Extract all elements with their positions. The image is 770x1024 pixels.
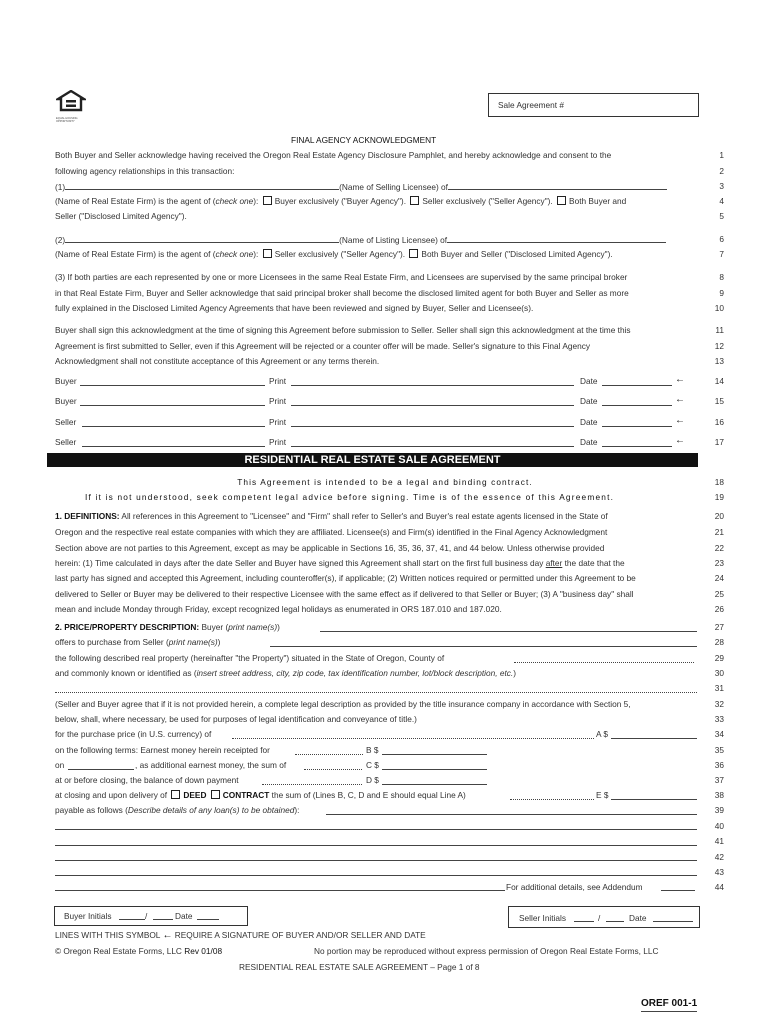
payable-field-44[interactable] — [55, 890, 505, 891]
agency-intro-2: following agency relationships in this transaction: — [55, 166, 235, 176]
agency-p1-line — [55, 181, 667, 192]
line-number: 22 — [714, 543, 724, 553]
line-number: 3 — [719, 181, 724, 191]
listing-firm-field[interactable] — [447, 234, 666, 243]
definitions-l1 — [55, 511, 608, 521]
line-number: 24 — [714, 573, 724, 583]
signature-arrow-icon: ← — [675, 435, 685, 446]
known-as-italic: insert street address, city, zip code, tax identification number, lot/block description, etc. — [196, 668, 514, 678]
sig-print-label: Print — [269, 417, 287, 427]
buyer-initials-box — [54, 906, 248, 926]
sale-agreement-number-field[interactable] — [488, 93, 699, 117]
purchase-price-label: for the purchase price (in U.S. currency) of — [55, 729, 212, 739]
buyer-names-field[interactable] — [320, 631, 697, 632]
county-field[interactable] — [514, 662, 694, 663]
listing-licensee-field[interactable] — [65, 234, 339, 243]
line-number: 16 — [714, 417, 724, 427]
copyright-line — [55, 946, 222, 956]
definitions-l6: delivered to Seller or Buyer may be delivered to their respective Licensee with the same effect as if delivered to that Seller or Buyer; (3) A "business day" shall — [55, 589, 634, 599]
deed-checkbox[interactable] — [171, 790, 180, 799]
buyer-exclusively-label: Buyer exclusively ("Buyer Agency"). — [274, 196, 407, 206]
p1-selling-licensee-label: (Name of Selling Licensee) of — [339, 182, 448, 192]
line-number: 30 — [714, 668, 724, 678]
line-number: 17 — [714, 437, 724, 447]
sig-date-label: Date — [580, 437, 598, 447]
logo-caption: EQUAL HOUSING OPPORTUNITY — [56, 117, 78, 123]
price-heading: 2. PRICE/PROPERTY DESCRIPTION: — [55, 622, 200, 632]
sig-date-label: Date — [580, 376, 598, 386]
definitions-l4b: after — [545, 558, 563, 568]
line-number: 32 — [714, 699, 724, 709]
offers-label: offers to purchase from Seller ( — [55, 637, 169, 647]
section-banner: RESIDENTIAL REAL ESTATE SALE AGREEMENT — [47, 453, 698, 467]
delivery-label: at closing and upon delivery of — [55, 790, 168, 800]
c-amount-field[interactable] — [382, 769, 487, 770]
line-number: 9 — [719, 288, 724, 298]
delivery-line — [55, 790, 466, 800]
line-number: 10 — [714, 303, 724, 313]
payable-italic: Describe details of any loan(s) to be obtained — [127, 805, 295, 815]
on-date-field[interactable] — [68, 769, 134, 770]
both-label-1: Both Buyer and — [569, 196, 627, 206]
buyer-initials-field-2[interactable] — [153, 919, 173, 920]
agency-intro-1: Both Buyer and Seller acknowledge having received the Oregon Real Estate Agency Disclosure Pamphlet, and hereby acknowledge and consent to the — [55, 150, 612, 160]
signature-arrow-icon: ← — [675, 415, 685, 426]
seller-initials-box — [508, 906, 700, 928]
sig-role: Seller — [55, 437, 77, 447]
buyer-initials-label: Buyer Initials — [64, 911, 112, 921]
paren-close-3: ) — [513, 668, 517, 678]
print-name-field[interactable] — [291, 385, 574, 386]
agency-p3-3: fully explained in the Disclosed Limited Agency Agreements that have been reviewed and signed by Buyer, Seller and Licensee(s). — [55, 303, 534, 313]
signature-arrow-icon: ← — [162, 930, 173, 941]
agency-title: FINAL AGENCY ACKNOWLEDGMENT — [291, 135, 437, 145]
payable-line — [55, 805, 299, 815]
definitions-heading: 1. DEFINITIONS: — [55, 511, 120, 521]
known-as-line — [55, 668, 516, 678]
line-number: 35 — [714, 745, 724, 755]
line-number: 5 — [719, 211, 724, 221]
sale-agreement-label: Sale Agreement # — [498, 100, 564, 110]
a-amount-field[interactable] — [611, 738, 697, 739]
agency-p1-options — [55, 196, 626, 206]
earnest-dots[interactable] — [295, 754, 363, 755]
seller-exclusively-label: Seller exclusively ("Seller Agency"). — [422, 196, 553, 206]
signature-row — [55, 376, 695, 386]
payable-field-41[interactable] — [55, 845, 697, 846]
sum-label: the sum of (Lines B, C, D and E should equal Line A) — [271, 790, 466, 800]
c-label: C $ — [366, 760, 379, 770]
line-number: 11 — [715, 325, 724, 335]
seller-initials-field-1[interactable] — [574, 921, 594, 922]
line-number: 29 — [714, 653, 724, 663]
p2-check-one-label: check one — [215, 249, 254, 259]
line-number: 6 — [719, 234, 724, 244]
p1-colon: ): — [253, 196, 259, 206]
revision: Rev 01/08 — [184, 946, 223, 956]
signature-field[interactable] — [80, 385, 265, 386]
line-number: 44 — [714, 882, 724, 892]
d-amount-field[interactable] — [382, 784, 487, 785]
line-number: 31 — [714, 683, 724, 693]
payable-field-39[interactable] — [326, 814, 697, 815]
closing-dots — [262, 784, 362, 785]
no-reproduction: No portion may be reproduced without express permission of Oregon Real Estate Forms, LLC — [314, 946, 659, 956]
check-one-label: check one — [215, 196, 254, 206]
payable-end: ): — [294, 805, 300, 815]
line-number: 15 — [714, 396, 724, 406]
buyer-initials-field-1[interactable] — [119, 919, 145, 920]
p2-colon: ): — [253, 249, 259, 259]
equal-housing-logo — [56, 90, 86, 123]
line-number: 25 — [714, 589, 724, 599]
signature-arrow-icon: ← — [675, 394, 685, 405]
line-number: 2 — [719, 166, 724, 176]
addendum-field[interactable] — [661, 890, 695, 891]
line-number: 1 — [719, 150, 724, 160]
definitions-l2: Oregon and the respective real estate companies with which they are affiliated. Licensee(s) and Firm(s) identified in the Final Agency Acknowledgment — [55, 527, 608, 537]
contract-checkbox[interactable] — [211, 790, 220, 799]
definitions-l4a: herein: (1) Time calculated in days after the date Seller and Buyer have signed this Agreement shall start on the first full business day — [55, 558, 546, 568]
line-number: 13 — [714, 356, 724, 366]
seller-initials-label: Seller Initials — [519, 913, 567, 923]
agency-p3-2: in that Real Estate Firm, Buyer and Seller acknowledge that said principal broker shall become the disclosed limited agent for both Buyer and Seller as more — [55, 288, 629, 298]
p2-number: (2) — [55, 235, 66, 245]
line-number: 33 — [714, 714, 724, 724]
definitions-l3: Section above are not parties to this Agreement, except as may be applicable in Sections 16, 35, 36, 37, 41, and 44 below. Unless otherwise provided — [55, 543, 605, 553]
both-label-2: Seller ("Disclosed Limited Agency"). — [55, 211, 187, 221]
copyright: © Oregon Real Estate Forms, LLC — [55, 946, 185, 956]
buyer-initials-slash: / — [145, 911, 148, 921]
seller-initials-field-2[interactable] — [606, 921, 624, 922]
selling-licensee-field[interactable] — [65, 181, 339, 190]
seller-exclusively-checkbox[interactable] — [410, 196, 419, 205]
line-number: 34 — [714, 729, 724, 739]
paren-close: ) — [277, 622, 280, 632]
line-number: 12 — [714, 341, 724, 351]
form-id: OREF 001-1 — [641, 998, 698, 1009]
a-label: A $ — [596, 729, 608, 739]
line-number: 20 — [714, 511, 724, 521]
price-buyer-line — [55, 622, 280, 632]
contract-label: CONTRACT — [222, 790, 270, 800]
line-number: 38 — [714, 790, 724, 800]
payable-field-43[interactable] — [55, 875, 697, 876]
sig-date-label: Date — [580, 417, 598, 427]
p2-both-label: Both Buyer and Seller ("Disclosed Limited Agency"). — [421, 249, 613, 259]
definitions-l4c: the date that the — [562, 558, 625, 568]
p2-firm-label: (Name of Real Estate Firm) is the agent of ( — [55, 249, 216, 259]
p2-seller-exclusively-label: Seller exclusively ("Seller Agency"). — [274, 249, 406, 259]
date-field[interactable] — [602, 426, 672, 427]
both-buyer-seller-checkbox[interactable] — [557, 196, 566, 205]
date-field[interactable] — [602, 405, 672, 406]
line-number: 39 — [714, 805, 724, 815]
sig-role: Buyer — [55, 376, 77, 386]
line-number: 28 — [714, 637, 724, 647]
p1-firm-label: (Name of Real Estate Firm) is the agent of ( — [55, 196, 216, 206]
b-amount-field[interactable] — [382, 754, 487, 755]
symbol-note-b: REQUIRE A SIGNATURE OF BUYER AND/OR SELLER AND DATE — [174, 930, 426, 940]
line-number: 36 — [714, 760, 724, 770]
p2-listing-licensee-label: (Name of Listing Licensee) of — [339, 235, 448, 245]
signature-field[interactable] — [82, 446, 265, 447]
line-number: 18 — [714, 477, 724, 487]
sig-print-label: Print — [269, 376, 287, 386]
seller-names-field[interactable] — [270, 646, 697, 647]
legal-1: (Seller and Buyer agree that if it is not provided herein, a complete legal description as provided by the title insurance company in accordance with Section 5, — [55, 699, 631, 709]
line-number: 37 — [714, 775, 724, 785]
seller-print-names-label: print name(s) — [168, 637, 218, 647]
agency-sign-3: Acknowledgment shall not constitute acceptance of this Agreement or any terms therein. — [55, 356, 380, 366]
signature-field[interactable] — [80, 405, 265, 406]
p2-both-checkbox[interactable] — [409, 249, 418, 258]
known-as-label: and commonly known or identified as ( — [55, 668, 197, 678]
intro-line-1: This Agreement is intended to be a legal and binding contract. — [237, 477, 533, 487]
closing-label: at or before closing, the balance of down payment — [55, 775, 239, 785]
address-field[interactable] — [55, 692, 697, 693]
date-field[interactable] — [602, 385, 672, 386]
b-label: B $ — [366, 745, 379, 755]
selling-firm-field[interactable] — [448, 181, 667, 190]
purchase-price-dots — [232, 738, 594, 739]
definitions-l7: mean and include Monday through Friday, except recognized legal holidays as enumerated in ORS 187.010 and 187.020. — [55, 604, 502, 614]
print-name-field[interactable] — [291, 426, 574, 427]
signature-arrow-icon: ← — [675, 374, 685, 385]
price-seller-line — [55, 637, 220, 647]
e-label: E $ — [596, 790, 609, 800]
print-names-label: print name(s) — [228, 622, 278, 632]
definitions-l4 — [55, 558, 625, 568]
seller-date-label: Date — [629, 913, 647, 923]
additional-dots — [304, 769, 362, 770]
line-number: 21 — [714, 527, 724, 537]
line-number: 26 — [714, 604, 724, 614]
agency-p3-1: (3) If both parties are each represented by one or more Licensees in the same Real Estate Firm, and Licensees are supervised by the same principal broker — [55, 272, 628, 282]
line-number: 19 — [714, 492, 724, 502]
line-number: 8 — [719, 272, 724, 282]
property-county-label: the following described real property (hereinafter "the Property") situated in the State of Oregon, County of — [55, 653, 445, 663]
p1-number: (1) — [55, 182, 66, 192]
deed-label: DEED — [183, 790, 207, 800]
sig-print-label: Print — [269, 437, 287, 447]
e-amount-field[interactable] — [611, 799, 697, 800]
equal-housing-icon — [56, 90, 86, 112]
agency-sign-2: Agreement is first submitted to Seller, even if this Agreement will be rejected or a counter offer will be made. Seller's signature to this Final Agency — [55, 341, 590, 351]
symbol-note-a: LINES WITH THIS SYMBOL — [55, 930, 161, 940]
line-number: 23 — [714, 558, 724, 568]
signature-row — [55, 417, 695, 427]
agency-p2-line — [55, 234, 666, 245]
sig-date-label: Date — [580, 396, 598, 406]
buyer-date-label: Date — [175, 911, 193, 921]
payable-label: payable as follows ( — [55, 805, 128, 815]
form-id-rule — [641, 1011, 697, 1012]
legal-2: below, shall, where necessary, be used for purposes of legal identification and conveyance of title.) — [55, 714, 417, 724]
line-number: 40 — [714, 821, 724, 831]
addendum-label: For additional details, see Addendum — [506, 882, 643, 892]
line-number: 27 — [714, 622, 724, 632]
agency-sign-1: Buyer shall sign this acknowledgment at the time of signing this Agreement before submission to Seller. Seller shall sign this acknowledgment at the time this — [55, 325, 631, 335]
line-number: 41 — [714, 836, 724, 846]
intro-line-2: If it is not understood, seek competent legal advice before signing. Time is of the essence of this Agreement. — [85, 492, 615, 502]
print-name-field[interactable] — [291, 446, 574, 447]
additional-label: , as additional earnest money, the sum of — [135, 760, 287, 770]
line-number: 7 — [719, 249, 724, 259]
seller-initials-slash: / — [598, 913, 601, 923]
sig-print-label: Print — [269, 396, 287, 406]
date-field[interactable] — [602, 446, 672, 447]
sum-dots — [510, 799, 594, 800]
signature-row — [55, 396, 695, 406]
payable-field-40[interactable] — [55, 829, 697, 830]
line-number: 43 — [714, 867, 724, 877]
payable-field-42[interactable] — [55, 860, 697, 861]
definitions-l5: last party has signed and accepted this Agreement, including counteroffer(s), if applicable; (2) Written notices required or permitted under this Agreement to be — [55, 573, 636, 583]
line-number: 42 — [714, 852, 724, 862]
price-buyer-label: Buyer ( — [201, 622, 229, 632]
sig-role: Buyer — [55, 396, 77, 406]
sig-role: Seller — [55, 417, 77, 427]
definitions-text-1: All references in this Agreement to "Licensee" and "Firm" shall refer to Seller's and Buyer's real estate agents licensed in the State of — [121, 511, 608, 521]
p2-seller-exclusively-checkbox[interactable] — [263, 249, 272, 258]
symbol-note — [55, 930, 426, 941]
line-number: 4 — [719, 196, 724, 206]
page-label: RESIDENTIAL REAL ESTATE SALE AGREEMENT – Page 1 of 8 — [239, 962, 480, 972]
earnest-label: on the following terms: Earnest money herein receipted for — [55, 745, 270, 755]
print-name-field[interactable] — [291, 405, 574, 406]
d-label: D $ — [366, 775, 379, 785]
signature-row — [55, 437, 695, 447]
buyer-date-field[interactable] — [197, 919, 219, 920]
agency-p2-options — [55, 249, 613, 259]
seller-date-field[interactable] — [653, 921, 693, 922]
line-number: 14 — [714, 376, 724, 386]
paren-close-2: ) — [217, 637, 221, 647]
on-label: on — [55, 760, 65, 770]
signature-field[interactable] — [82, 426, 265, 427]
buyer-exclusively-checkbox[interactable] — [263, 196, 272, 205]
